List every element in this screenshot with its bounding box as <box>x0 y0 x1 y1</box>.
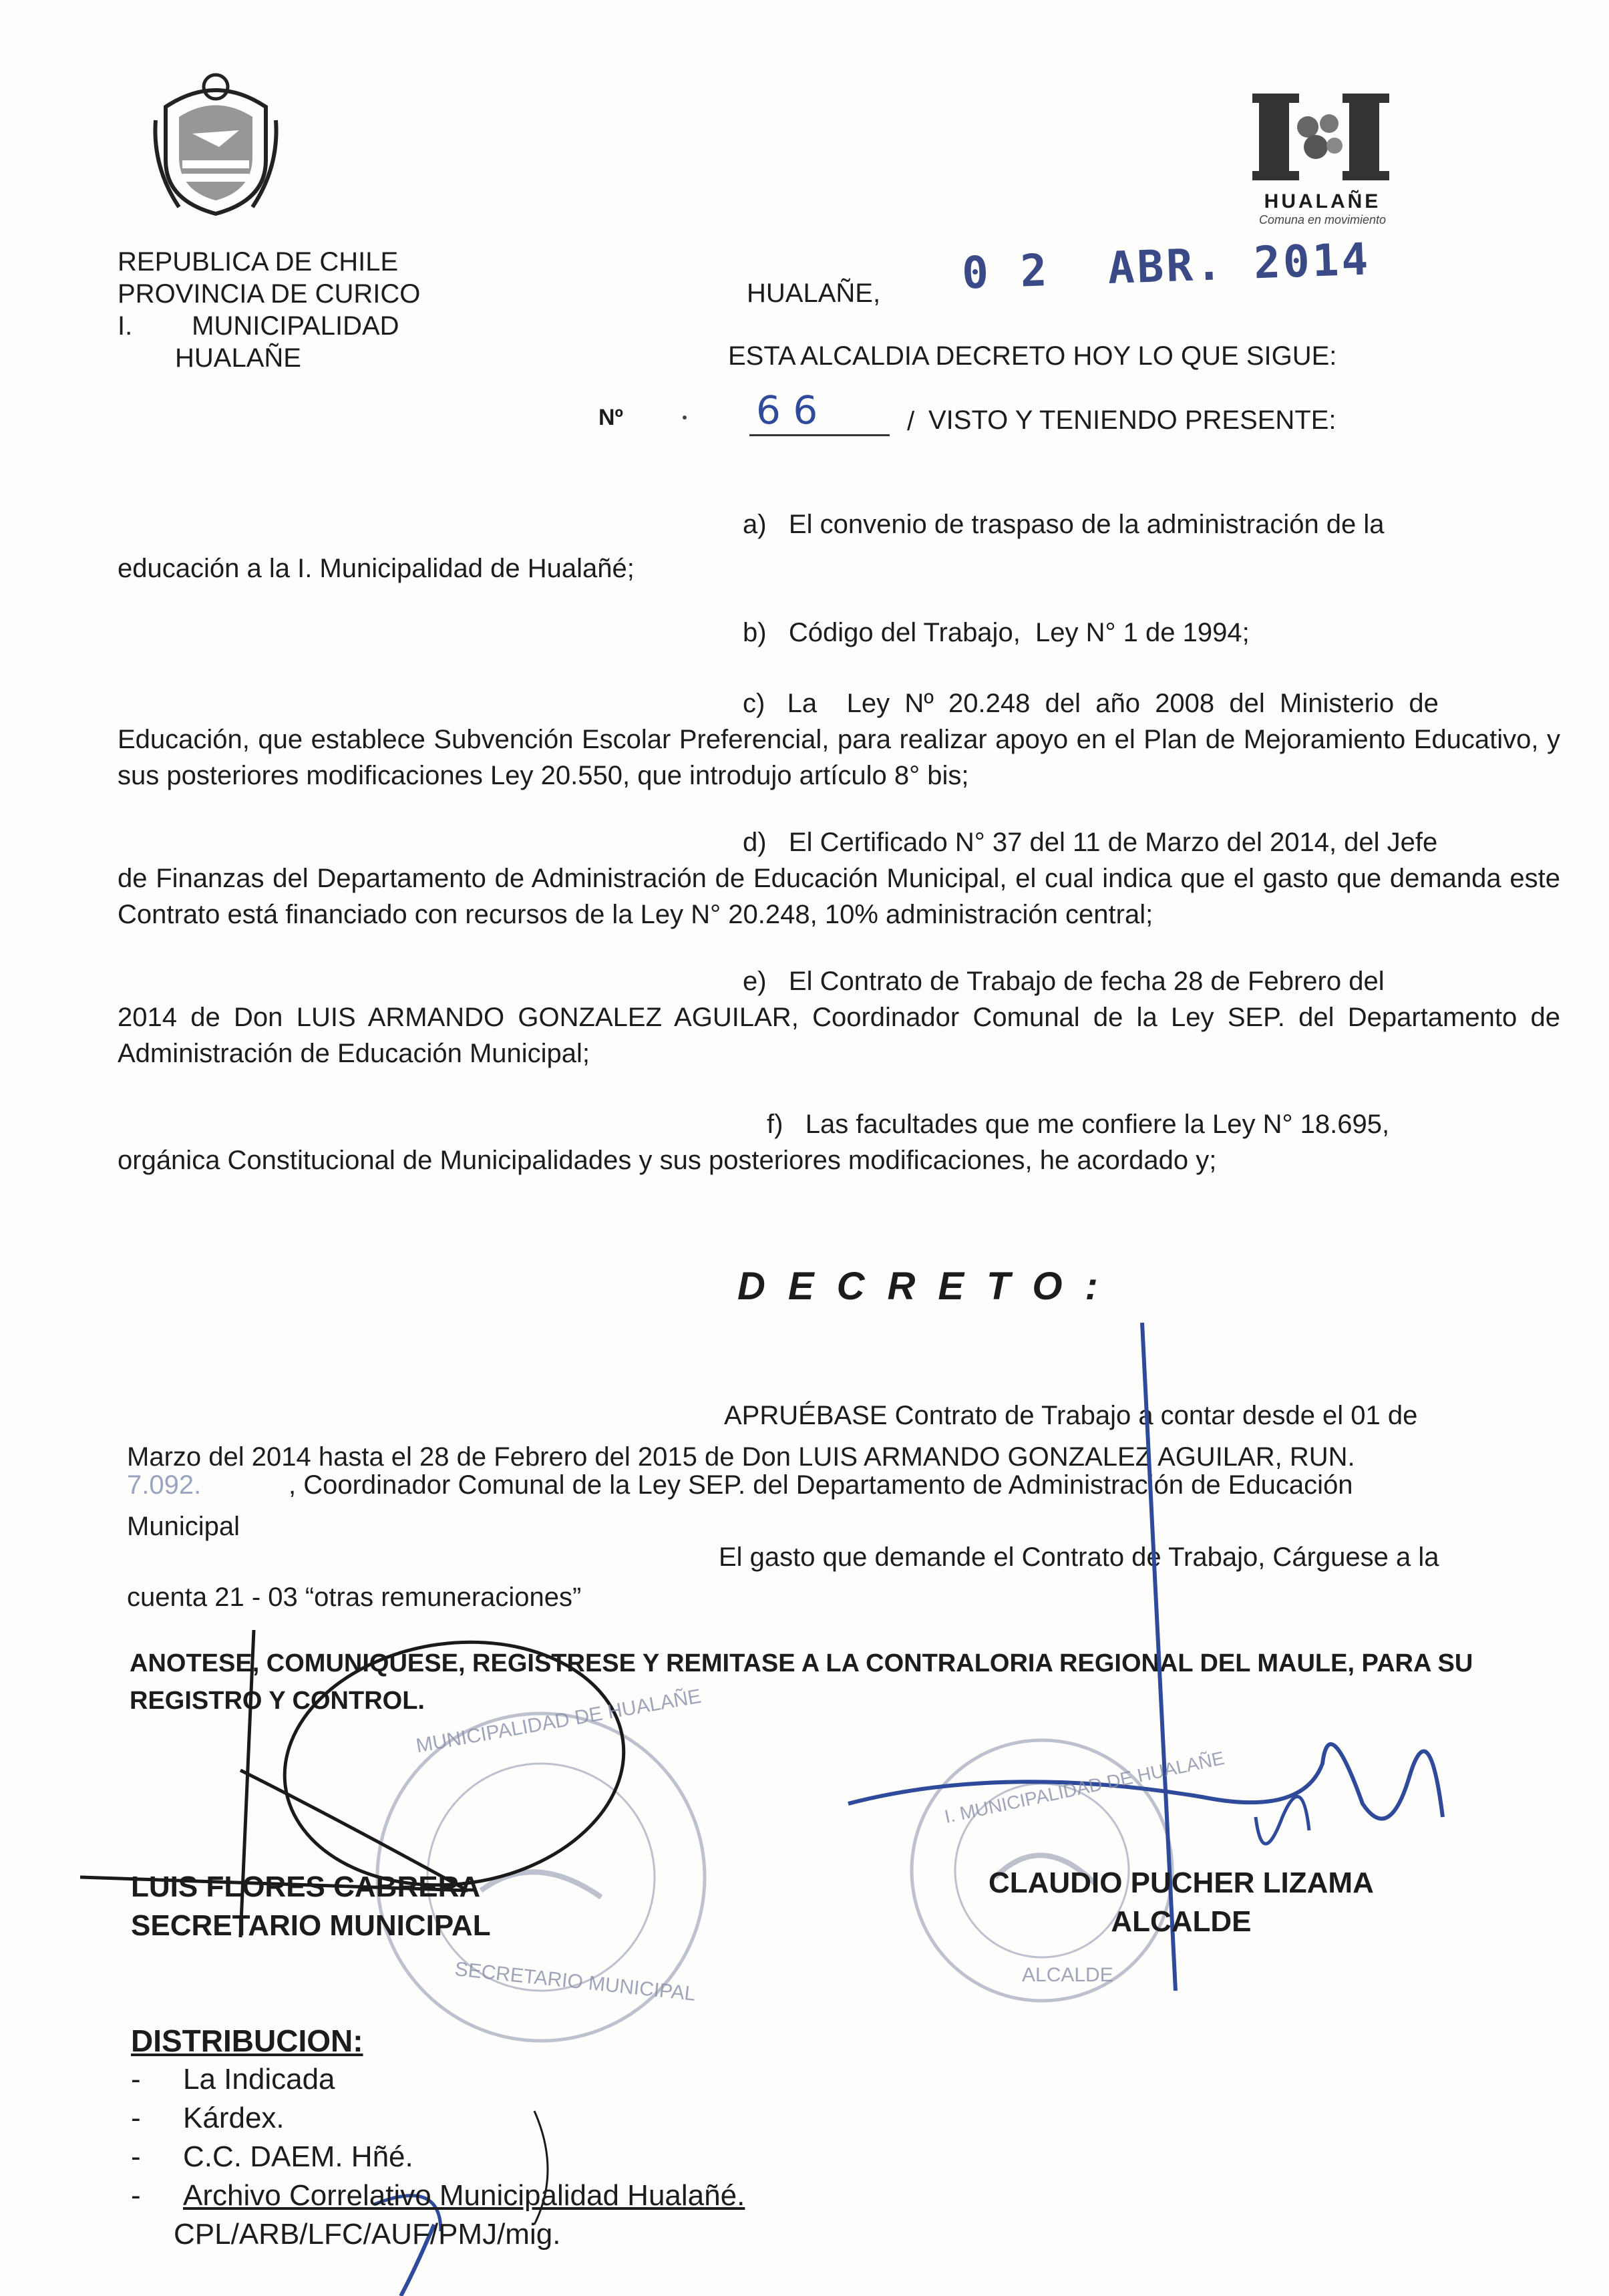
item-e-first: e) El Contrato de Trabajo de fecha 28 de Febrero del <box>743 967 1385 996</box>
visto-label: VISTO Y TENIENDO PRESENTE: <box>928 405 1336 435</box>
secretary-name: LUIS FLORES CABRERA <box>131 1870 481 1903</box>
issuer-line-3: I. MUNICIPALIDAD <box>118 311 399 341</box>
item-a-first: a) El convenio de traspaso de la administración de la <box>743 510 1385 539</box>
item-e-rest: 2014 de Don LUIS ARMANDO GONZALEZ AGUILAR, Coordinador Comunal de la Ley SEP. del Departamento de Administración de Educación Municipal; <box>118 1003 1560 1068</box>
distribution-block <box>131 2021 745 2254</box>
place: HUALAÑE, <box>747 279 881 308</box>
decreto-title: DECRETO: <box>737 1265 1121 1308</box>
number-dot <box>683 416 687 420</box>
secretary-title: SECRETARIO MUNICIPAL <box>131 1909 491 1942</box>
decreto-p1-line3: , Coordinador Comunal de la Ley SEP. del Departamento de Administración de Educación <box>289 1470 1353 1500</box>
item-a-rest: educación a la I. Municipalidad de Hualañé; <box>118 554 635 583</box>
distribution-item: - La Indicada <box>131 2063 335 2096</box>
decree-line: ESTA ALCALDIA DECRETO HOY LO QUE SIGUE: <box>728 341 1337 371</box>
item-c-rest: Educación, que establece Subvención Escolar Preferencial, para realizar apoyo en el Plan de Mejoramiento Educativo, y sus posteriores modificaciones Ley 20.550, que introdujo artículo 8° bis; <box>118 725 1560 790</box>
left-stamp-top-text: MUNICIPALIDAD DE HUALAÑE <box>414 1685 703 1758</box>
number-underline <box>749 434 890 436</box>
logo-text: HUALAÑE <box>1264 190 1381 212</box>
distribution-title: DISTRIBUCION: <box>131 2023 363 2058</box>
date-stamp: 0 2 ABR. 2014 <box>960 233 1372 299</box>
coat-of-arms-icon <box>152 67 279 220</box>
logo-tagline: Comuna en movimiento <box>1258 213 1387 226</box>
distribution-item: - C.C. DAEM. Hñé. <box>131 2140 413 2173</box>
right-stamp-bottom-text: ALCALDE <box>1022 1964 1113 1986</box>
distribution-item: - Kárdex. <box>131 2102 285 2134</box>
hualane-logo-icon <box>1249 87 1396 187</box>
right-stamp-top-text: I. MUNICIPALIDAD DE HUALAÑE <box>942 1747 1226 1828</box>
issuer-line-1: REPUBLICA DE CHILE <box>118 247 399 277</box>
secretary-signature-block <box>131 1868 491 1945</box>
item-d-rest: de Finanzas del Departamento de Administración de Educación Municipal, el cual indica que el gasto que demanda este Contrato está financiado con recursos de la Ley N° 20.248, 10% administración central; <box>118 864 1560 929</box>
decreto-p1-line2: Marzo del 2014 hasta el 28 de Febrero del 2015 de Don LUIS ARMANDO GONZALEZ AGUILAR, RUN. <box>127 1442 1355 1472</box>
mayor-signature-block <box>989 1864 1374 1941</box>
hualane-logo <box>1249 87 1396 227</box>
item-c-first: c) La Ley Nº 20.248 del año 2008 del Ministerio de <box>743 689 1439 718</box>
issuer-block <box>118 246 420 374</box>
decree-number: 6 6 <box>756 387 818 433</box>
decreto-p2-first: El gasto que demande el Contrato de Trabajo, Cárguese a la <box>719 1542 1439 1572</box>
decreto-p1-line4: Municipal <box>127 1512 240 1541</box>
decreto-p2-rest: cuenta 21 - 03 “otras remuneraciones” <box>127 1583 582 1612</box>
left-stamp-bottom-text: SECRETARIO MUNICIPAL <box>454 1958 697 2005</box>
issuer-line-4: HUALAÑE <box>175 343 301 373</box>
decreto-p1-first: APRUÉBASE Contrato de Trabajo a contar desde el 01 de <box>724 1401 1418 1430</box>
closing-statement: ANOTESE, COMUNIQUESE, REGISTRESE Y REMITASE A LA CONTRALORIA REGIONAL DEL MAULE, PARA SU REGISTRO Y CONTROL. <box>130 1649 1473 1715</box>
number-label: Nº <box>598 405 623 430</box>
item-f-first: f) Las facultades que me confiere la Ley N° 18.695, <box>767 1110 1390 1139</box>
distribution-item: - Archivo Correlativo Municipalidad Hualañé. <box>131 2179 745 2212</box>
item-d-first: d) El Certificado N° 37 del 11 de Marzo del 2014, del Jefe <box>743 828 1438 857</box>
decreto-run: 7.092. <box>127 1470 202 1500</box>
item-f-rest: orgánica Constitucional de Municipalidades y sus posteriores modificaciones, he acordado y; <box>118 1146 1217 1175</box>
mayor-name: CLAUDIO PUCHER LIZAMA <box>989 1866 1374 1899</box>
issuer-line-2: PROVINCIA DE CURICO <box>118 279 421 309</box>
item-b: b) Código del Trabajo, Ley N° 1 de 1994; <box>743 618 1250 647</box>
mayor-title: ALCALDE <box>1111 1905 1252 1938</box>
distribution-initials: CPL/ARB/LFC/AUF/PMJ/mig. <box>174 2218 561 2251</box>
number-slash: / <box>907 407 915 436</box>
